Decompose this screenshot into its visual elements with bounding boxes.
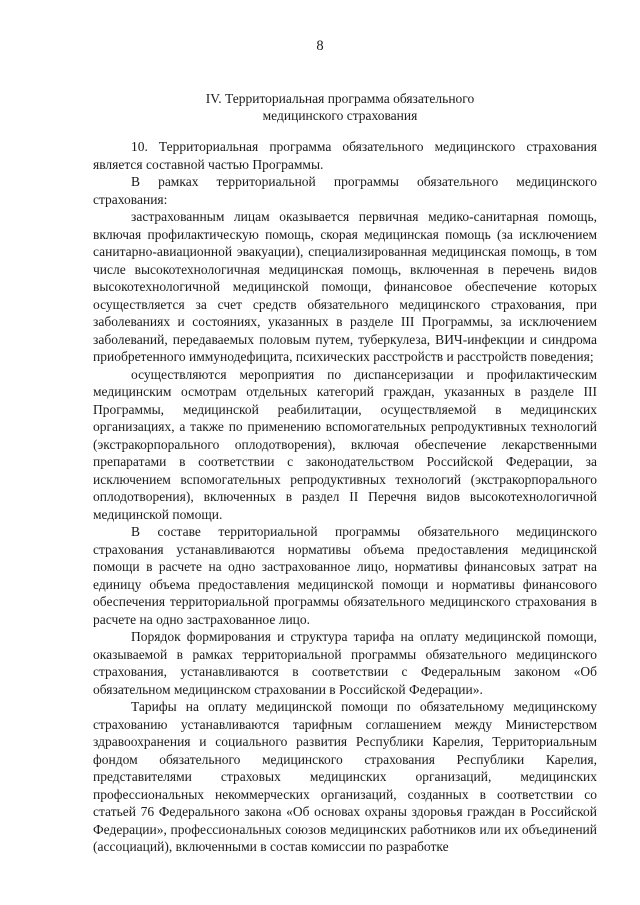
paragraph-scope-intro: В рамках территориальной программы обязательного медицинского страхования: [93, 174, 597, 207]
document-body [93, 138, 597, 856]
paragraph-10-intro: 10. Территориальная программа обязательного медицинского страхования является составной частью Программы. [93, 139, 597, 172]
section-heading [130, 90, 550, 124]
page-number: 8 [316, 38, 324, 54]
paragraph-tariff-agreement: Тарифы на оплату медицинской помощи по обязательному медицинскому страхованию устанавливаются тарифным соглашением между Министерством здравоохранения и социального развития Республики Карелия, Территориальным фондом обязательного медицинского страхования Республики Карелия, представителями страховых медицинских организаций, медицинских профессиональных некоммерческих организаций, созданных в соответствии со статьей 76 Федерального закона «Об основах охраны здоровья граждан в Российской Федерации», профессиональных союзов медицинских работников или их объединений (ассоциаций), включенными в состав комиссии по разработке [93, 699, 597, 854]
section-heading-line-1: IV. Территориальная программа обязательного [205, 91, 475, 106]
paragraph-insured-care: застрахованным лицам оказывается первичная медико-санитарная помощь, включая профилактическую помощь, скорая медицинская помощь (за исключением санитарно-авиационной эвакуации), специализированная медицинская помощь, в том числе высокотехнологичная медицинская помощь, включенная в перечень видов высокотехнологичной медицинской помощи, финансовое обеспечение которых осуществляется за счет средств обязательного медицинского страхования, при заболеваниях и состояниях, указанных в разделе III Программы, за исключением заболеваний, передаваемых половым путем, туберкулеза, ВИЧ-инфекции и синдрома приобретенного иммунодефицита, психических расстройств и расстройств поведения; [93, 209, 597, 364]
section-heading-line-2: медицинского страхования [262, 108, 418, 123]
paragraph-normatives: В составе территориальной программы обязательного медицинского страхования устанавливаются нормативы объема предоставления медицинской помощи в расчете на одно застрахованное лицо, нормативы финансовых затрат на единицу объема предоставления медицинской помощи и нормативы финансового обеспечения территориальной программы обязательного медицинского страхования в расчете на одно застрахованное лицо. [93, 524, 597, 627]
paragraph-dispensary-measures: осуществляются мероприятия по диспансеризации и профилактическим медицинским осмотрам отдельных категорий граждан, указанных в разделе III Программы, медицинской реабилитации, осуществляемой в медицинских организациях, а также по применению вспомогательных репродуктивных технологий (экстракорпорального оплодотворения), включая обеспечение лекарственными препаратами в соответствии с законодательством Российской Федерации, за исключением вспомогательных репродуктивных технологий (экстракорпорального оплодотворения), включенных в раздел II Перечня видов высокотехнологичной медицинской помощи. [93, 366, 597, 522]
paragraph-tariff-order: Порядок формирования и структура тарифа на оплату медицинской помощи, оказываемой в рамках территориальной программы обязательного медицинского страхования, устанавливаются в соответствии с Федеральным законом «Об обязательном медицинском страховании в Российской Федерации». [93, 629, 597, 697]
